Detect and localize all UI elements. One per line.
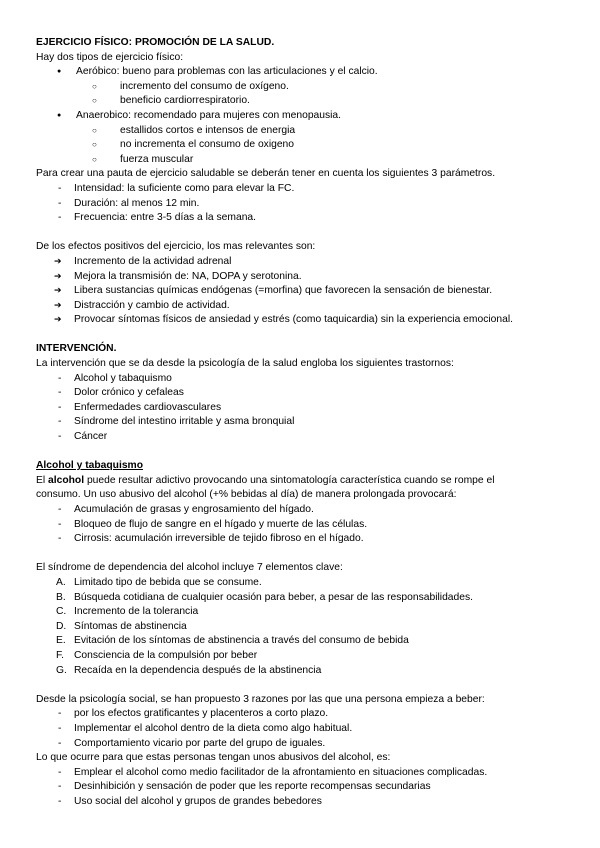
list-item: [36, 649, 576, 664]
list-letter: C.: [56, 606, 67, 618]
list-text: Limitado tipo de bebida que se consume.: [74, 576, 262, 588]
list-letter: G.: [56, 664, 67, 676]
list-item: ➔ Libera sustancias químicas endógenas (=morfina) que favorecen la sensación de bienestar.: [36, 284, 576, 299]
list-item: ➔ Distracción y cambio de actividad.: [36, 299, 576, 314]
exercise-types-intro: Hay dos tipos de ejercicio físico:: [36, 51, 184, 63]
list-item: - Implementar el alcohol dentro de la dieta como algo habitual.: [36, 722, 576, 737]
list-item: [36, 65, 576, 109]
list-text: Síntomas de abstinencia: [74, 620, 187, 632]
list-item: - Dolor crónico y cefaleas: [36, 386, 576, 401]
exercise-type-aerobic: Aeróbico: bueno para problemas con las articulaciones y el calcio.: [76, 66, 378, 78]
syndrome-list: [36, 576, 576, 678]
list-item: [36, 576, 576, 591]
list-letter: B.: [56, 591, 66, 603]
list-text: Incremento de la tolerancia: [74, 606, 199, 618]
list-text: Consciencia de la compulsión por beber: [74, 649, 258, 661]
alcohol-paragraph: [36, 474, 576, 489]
list-item: [36, 634, 576, 649]
list-item: - Cáncer: [36, 430, 576, 445]
section-title-ejercicio: EJERCICIO FÍSICO: PROMOCIÓN DE LA SALUD.: [36, 37, 275, 48]
params-intro: Para crear una pauta de ejercicio saludable se deberán tener en cuenta los siguientes 3 parámetros.: [36, 168, 496, 180]
list-item: - Síndrome del intestino irritable y asma bronquial: [36, 415, 576, 430]
list-item: ○ beneficio cardiorrespiratorio.: [36, 94, 576, 109]
exercise-types-list: [36, 65, 576, 167]
list-item: ○ incremento del consumo de oxígeno.: [36, 80, 576, 95]
list-letter: E.: [56, 635, 66, 647]
intervention-intro: La intervención que se da desde la psicología de la salud engloba los siguientes trastornos:: [36, 358, 454, 370]
list-item: ○ fuerza muscular: [36, 153, 576, 168]
list-item: - Frecuencia: entre 3-5 días a la semana.: [36, 211, 576, 226]
anaerobic-sublist: [76, 124, 576, 168]
bold-term: alcohol: [48, 474, 85, 486]
list-item: [36, 605, 576, 620]
list-item: - Emplear el alcohol como medio facilitador de la afrontamiento en situaciones complicadas.: [36, 766, 576, 781]
list-item: [36, 591, 576, 606]
syndrome-intro: El síndrome de dependencia del alcohol incluye 7 elementos clave:: [36, 562, 343, 574]
list-item: - Cirrosis: acumulación irreversible de tejido fibroso en el hígado.: [36, 532, 576, 547]
list-text: Búsqueda cotidiana de cualquier ocasión para beber, a pesar de las responsabilidades.: [74, 591, 473, 603]
text-run: El: [36, 474, 49, 486]
aerobic-sublist: [76, 80, 576, 109]
list-letter: A.: [56, 576, 66, 588]
list-item: ➔ Mejora la transmisión de: NA, DOPA y serotonina.: [36, 270, 576, 285]
reasons-list: [36, 707, 576, 751]
effects-intro: De los efectos positivos del ejercicio, los mas relevantes son:: [36, 241, 316, 253]
list-item: ○ estallidos cortos e intensos de energia: [36, 124, 576, 139]
list-item: ➔ Incremento de la actividad adrenal: [36, 255, 576, 270]
list-item: [36, 109, 576, 167]
reasons-intro: Desde la psicología social, se han propuesto 3 razones por las que una persona empieza a beber:: [36, 693, 485, 705]
list-item: - Alcohol y tabaquismo: [36, 372, 576, 387]
alcohol-paragraph-line2: consumo. Un uso abusivo del alcohol (+% bebidas al día) de manera prolongada provocará:: [36, 489, 457, 501]
list-item: - Acumulación de grasas y engrosamiento del hígado.: [36, 503, 576, 518]
abuse-list: [36, 766, 576, 810]
list-text: Recaída en la dependencia después de la abstinencia: [74, 664, 322, 676]
list-item: [36, 620, 576, 635]
document-page: [36, 36, 576, 809]
section-title-intervencion: INTERVENCIÓN.: [36, 343, 117, 355]
section-title-alcohol: Alcohol y tabaquismo: [36, 460, 143, 472]
list-letter: F.: [56, 649, 65, 661]
intervention-list: [36, 372, 576, 445]
effects-list: [36, 255, 576, 328]
alcohol-effects-list: [36, 503, 576, 547]
text-run: puede resultar adictivo provocando una sintomatología característica cuando se rompe el: [84, 474, 495, 486]
list-item: - Uso social del alcohol y grupos de grandes bebedores: [36, 795, 576, 810]
list-text: Evitación de los síntomas de abstinencia a través del consumo de bebida: [74, 635, 409, 647]
list-item: - Comportamiento vicario por parte del grupo de iguales.: [36, 737, 576, 752]
params-list: [36, 182, 576, 226]
list-item: ○ no incrementa el consumo de oxigeno: [36, 138, 576, 153]
list-item: - Intensidad: la suficiente como para elevar la FC.: [36, 182, 576, 197]
list-item: [36, 664, 576, 679]
list-item: ➔ Provocar síntomas físicos de ansiedad y estrés (como taquicardia) sin la experiencia emocional.: [36, 313, 576, 328]
list-item: - Desinhibición y sensación de poder que les reporte recompensas secundarias: [36, 780, 576, 795]
abuse-intro: Lo que ocurre para que estas personas tengan unos abusivos del alcohol, es:: [36, 752, 391, 764]
list-item: - Bloqueo de flujo de sangre en el hígado y muerte de las células.: [36, 518, 576, 533]
list-letter: D.: [56, 620, 67, 632]
exercise-type-anaerobic: Anaerobico: recomendado para mujeres con menopausia.: [76, 109, 342, 121]
list-item: - Enfermedades cardiovasculares: [36, 401, 576, 416]
list-item: - por los efectos gratificantes y placenteros a corto plazo.: [36, 707, 576, 722]
list-item: - Duración: al menos 12 min.: [36, 197, 576, 212]
